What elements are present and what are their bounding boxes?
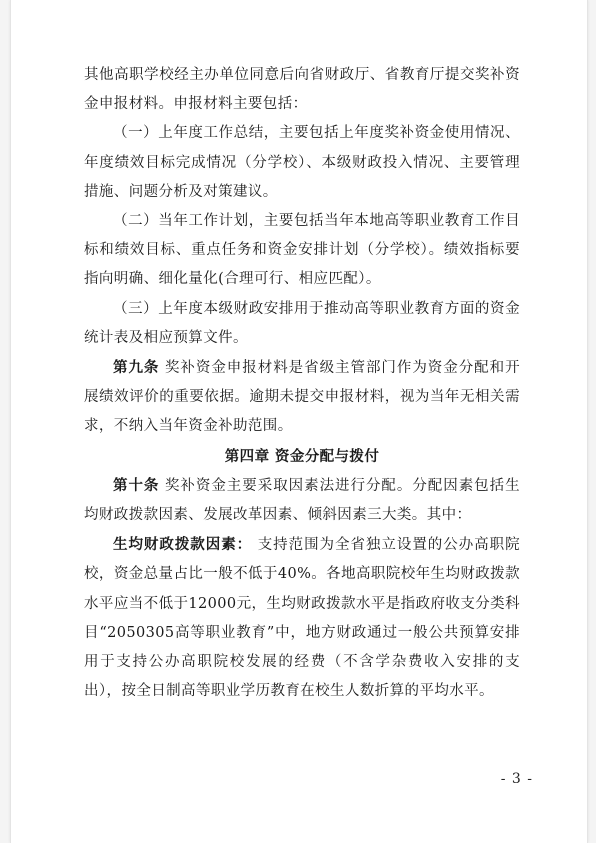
per-student-funding-text: 支持范围为全省独立设置的公办高职院校，资金总量占比一般不低于40%。各地高职院校年生均财政拨款水平应当不低于12000元，生均财政拨款水平是指政府收支分类科目“2050305高等职业教育”中，地方财政通过一般公共预算安排用于支持公办高职院校发展的经费（不含学杂费收入安排的支出），按全日制高等职业学历教育在校生人数折算的平均水平。 xyxy=(84,537,520,700)
paragraph-intro xyxy=(84,61,520,119)
paragraph-item-2 xyxy=(84,207,520,295)
paragraph-text: 其他高职学校经主办单位同意后向省财政厅、省教育厅提交奖补资金申报材料。申报材料主要包括： xyxy=(84,67,520,113)
per-student-funding-label: 生均财政拨款因素： xyxy=(113,536,253,554)
article-label: 第九条 xyxy=(113,359,160,377)
paragraph-item-1 xyxy=(84,119,520,207)
per-student-funding-paragraph xyxy=(84,530,520,706)
article-10 xyxy=(84,471,520,530)
article-text: 奖补资金申报材料是省级主管部门作为资金分配和开展绩效评价的重要依据。逾期未提交申报材料，视为当年无相关需求，不纳入当年资金补助范围。 xyxy=(84,360,521,435)
document-body xyxy=(84,61,520,706)
paragraph-text: （一）上年度工作总结，主要包括上年度奖补资金使用情况、年度绩效目标完成情况（分学校）、本级财政投入情况、主要管理措施、问题分析及对策建议。 xyxy=(84,125,520,200)
paragraph-text: （三）上年度本级财政安排用于推动高等职业教育方面的资金统计表及相应预算文件。 xyxy=(84,300,520,346)
page-number: - 3 - xyxy=(500,771,533,787)
article-9 xyxy=(84,353,520,442)
document-page xyxy=(10,0,588,843)
article-label: 第十条 xyxy=(113,476,160,494)
chapter-title: 第四章 资金分配与拨付 xyxy=(224,447,380,465)
paragraph-item-3 xyxy=(84,295,520,353)
article-text: 奖补资金主要采取因素法进行分配。分配因素包括生均财政拨款因素、发展改革因素、倾斜因素三大类。其中： xyxy=(84,477,521,524)
paragraph-text: （二）当年工作计划，主要包括当年本地高等职业教育工作目标和绩效目标、重点任务和资金安排计划（分学校）。绩效指标要指向明确、细化量化(合理可行、相应匹配）。 xyxy=(84,213,520,288)
chapter-heading xyxy=(84,442,520,471)
